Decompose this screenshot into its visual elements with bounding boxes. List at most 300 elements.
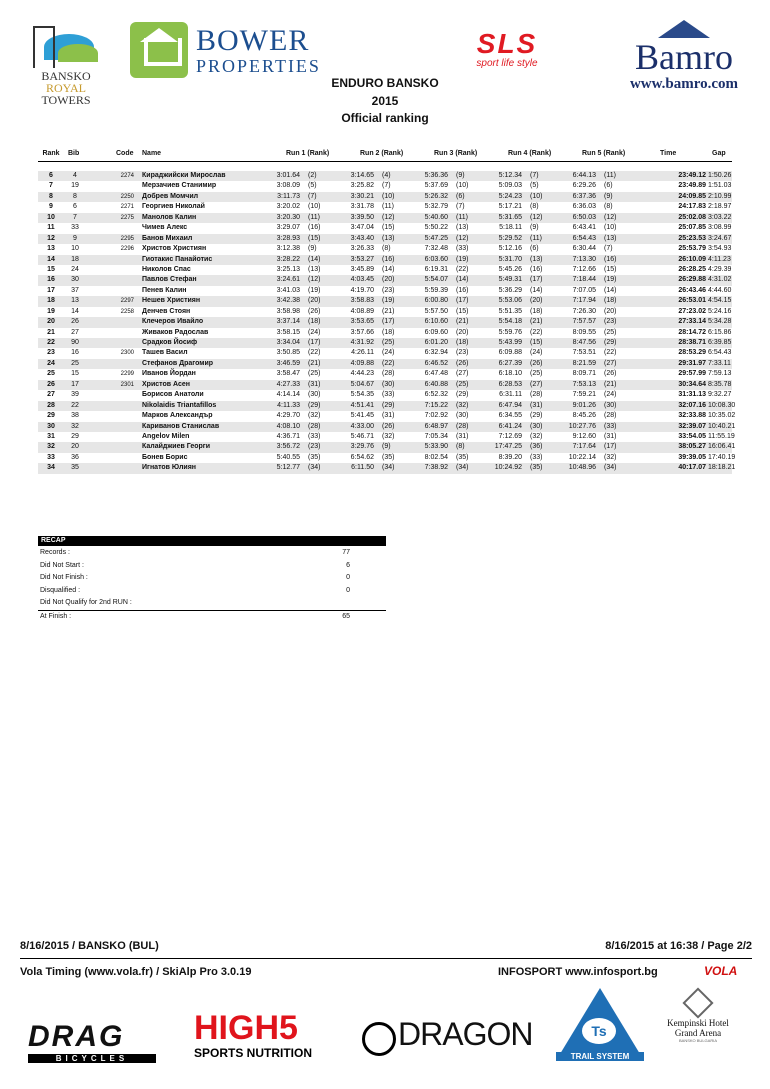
recap-value: 6 <box>346 561 350 569</box>
table-row <box>38 411 736 421</box>
run4-time-cell: 5:51.35 <box>498 307 522 315</box>
run5-time-cell: 9:12.60 <box>572 432 596 440</box>
recap-row <box>38 597 386 610</box>
table-row <box>38 317 732 327</box>
run1-rank-cell: (34) <box>308 464 321 472</box>
run4-time-cell: 6:09.88 <box>498 349 522 357</box>
kempinski-emblem-icon <box>682 987 713 1018</box>
recap-label: At Finish : <box>40 612 72 620</box>
time-cell: 25:02.08 <box>678 213 706 221</box>
rank-cell: 9 <box>49 203 53 211</box>
code-cell: 2300 <box>120 350 134 357</box>
recap-row <box>38 610 386 624</box>
run2-time-cell: 3:31.78 <box>350 203 374 211</box>
gap-cell: 10:40.21 <box>708 422 736 430</box>
time-cell: 24:09.85 <box>678 192 706 200</box>
run3-time-cell: 6:47.48 <box>424 370 448 378</box>
run1-time-cell: 4:27.33 <box>276 380 300 388</box>
dragon-logo <box>362 1010 542 1064</box>
time-cell: 28:14.72 <box>678 328 706 336</box>
recap-value: 0 <box>346 574 350 582</box>
run3-rank-cell: (30) <box>456 412 469 420</box>
rank-cell: 26 <box>47 380 55 388</box>
run1-rank-cell: (12) <box>308 276 321 284</box>
run3-time-cell: 6:40.88 <box>424 380 448 388</box>
gap-cell: 3:24.67 <box>708 234 732 242</box>
run5-time-cell: 6:43.41 <box>572 224 596 232</box>
footer-date-place: 8/16/2015 / BANSKO (BUL) <box>20 940 159 952</box>
rank-cell: 23 <box>47 349 55 357</box>
table-row <box>38 422 736 432</box>
run3-time-cell: 5:47.25 <box>424 234 448 242</box>
col-time: Time <box>660 150 677 157</box>
table-row <box>38 307 732 317</box>
run1-time-cell: 3:56.72 <box>276 443 300 451</box>
run1-rank-cell: (15) <box>308 234 321 242</box>
rank-cell: 19 <box>47 307 55 315</box>
run5-time-cell: 8:09.71 <box>572 370 596 378</box>
run1-rank-cell: (16) <box>308 224 321 232</box>
run4-rank-cell: (16) <box>530 265 543 273</box>
run3-time-cell: 5:33.90 <box>424 443 448 451</box>
run3-time-cell: 5:54.07 <box>424 276 448 284</box>
run1-rank-cell: (11) <box>308 213 320 221</box>
run5-rank-cell: (21) <box>604 380 617 388</box>
run2-rank-cell: (31) <box>382 412 395 420</box>
col-run4: Run 4 (Rank) <box>508 150 552 157</box>
run2-rank-cell: (34) <box>382 464 395 472</box>
bib-cell: 18 <box>71 255 79 263</box>
run1-time-cell: 3:20.02 <box>276 203 300 211</box>
run3-rank-cell: (15) <box>456 307 469 315</box>
run2-rank-cell: (17) <box>382 318 395 326</box>
run5-time-cell: 7:07.05 <box>572 286 596 294</box>
rank-cell: 14 <box>47 255 55 263</box>
logo-text: ROYAL <box>45 81 86 95</box>
run2-time-cell: 6:54.62 <box>350 453 374 461</box>
bib-cell: 10 <box>71 245 79 253</box>
gap-cell: 9:32.27 <box>708 391 732 399</box>
run3-time-cell: 7:15.22 <box>424 401 448 409</box>
run5-rank-cell: (7) <box>604 245 613 253</box>
logo-text: HIGH5 <box>194 1009 298 1047</box>
run3-rank-cell: (32) <box>456 401 469 409</box>
table-row <box>38 453 736 463</box>
bib-cell: 36 <box>71 453 79 461</box>
run2-rank-cell: (4) <box>382 172 391 179</box>
run5-rank-cell: (17) <box>604 443 617 451</box>
time-cell: 31:31.13 <box>678 391 706 399</box>
run4-rank-cell: (17) <box>530 276 543 284</box>
name-cell: Денчев Стоян <box>142 307 191 315</box>
time-cell: 24:17.83 <box>678 203 706 211</box>
run1-rank-cell: (28) <box>308 422 321 430</box>
run1-time-cell: 4:36.71 <box>276 432 300 440</box>
bib-cell: 29 <box>71 432 79 440</box>
time-cell: 23:49.89 <box>678 182 706 190</box>
run5-rank-cell: (23) <box>604 318 617 326</box>
run2-time-cell: 3:39.50 <box>350 213 374 221</box>
run5-rank-cell: (26) <box>604 370 617 378</box>
run3-rank-cell: (28) <box>456 422 469 430</box>
run1-rank-cell: (18) <box>308 318 321 326</box>
bib-cell: 15 <box>71 370 79 378</box>
run5-time-cell: 10:22.14 <box>568 453 596 461</box>
recap-label: Disqualified : <box>40 586 81 594</box>
run3-time-cell: 6:46.52 <box>424 359 448 367</box>
run4-time-cell: 6:34.55 <box>498 412 522 420</box>
run5-time-cell: 7:26.30 <box>572 307 596 315</box>
time-cell: 27:23.02 <box>678 307 706 315</box>
bib-cell: 38 <box>71 412 79 420</box>
run1-time-cell: 3:28.93 <box>276 234 300 242</box>
table-row <box>38 255 732 265</box>
col-bib: Bib <box>68 150 80 157</box>
bib-cell: 25 <box>71 359 79 367</box>
recap-label: Did Not Start : <box>40 561 84 569</box>
run2-rank-cell: (20) <box>382 276 395 284</box>
run3-time-cell: 6:00.80 <box>424 297 448 305</box>
run5-time-cell: 10:48.96 <box>568 464 596 472</box>
recap-row <box>38 572 386 585</box>
table-row <box>38 223 732 233</box>
bib-cell: 19 <box>71 182 79 190</box>
code-cell: 2301 <box>120 381 134 388</box>
run5-time-cell: 7:13.30 <box>572 255 596 263</box>
run2-time-cell: 5:46.71 <box>350 432 374 440</box>
table-row <box>38 181 732 191</box>
bib-cell: 13 <box>71 297 79 305</box>
code-cell: 2296 <box>120 246 134 253</box>
gap-cell: 17:40.19 <box>708 453 736 461</box>
run3-rank-cell: (7) <box>456 203 465 211</box>
run2-rank-cell: (21) <box>382 307 395 315</box>
run4-rank-cell: (6) <box>530 245 539 253</box>
run4-time-cell: 6:27.39 <box>498 359 522 367</box>
name-cell: Николов Спас <box>142 265 191 273</box>
logo-text: SLS <box>476 28 538 59</box>
run3-time-cell: 6:32.94 <box>424 349 448 357</box>
run1-rank-cell: (21) <box>308 359 321 367</box>
gap-cell: 5:34.28 <box>708 318 732 326</box>
name-cell: Клечеров Ивайло <box>142 318 204 326</box>
gap-cell: 3:03.22 <box>708 213 732 221</box>
recap-row <box>38 585 386 598</box>
name-cell: Манолов Калин <box>142 213 197 221</box>
code-cell: 2297 <box>120 298 134 305</box>
run4-time-cell: 5:45.26 <box>498 265 522 273</box>
code-cell: 2275 <box>120 214 134 221</box>
run5-rank-cell: (25) <box>604 328 617 336</box>
run3-rank-cell: (22) <box>456 265 469 273</box>
run5-rank-cell: (16) <box>604 255 617 263</box>
run2-time-cell: 4:51.41 <box>350 401 374 409</box>
run5-rank-cell: (30) <box>604 401 617 409</box>
run5-rank-cell: (29) <box>604 339 617 346</box>
run3-time-cell: 6:10.60 <box>424 318 448 326</box>
bib-cell: 39 <box>71 391 79 399</box>
run3-time-cell: 5:57.50 <box>424 307 448 315</box>
code-cell: 2271 <box>120 204 134 211</box>
gap-cell: 6:15.86 <box>708 328 732 336</box>
table-row <box>38 401 736 411</box>
table-row <box>38 286 732 296</box>
run3-time-cell: 8:02.54 <box>424 453 448 461</box>
bib-cell: 30 <box>71 276 79 284</box>
bib-cell: 33 <box>71 224 79 232</box>
run4-rank-cell: (24) <box>530 349 543 357</box>
rank-cell: 13 <box>47 245 55 253</box>
run4-time-cell: 5:12.34 <box>498 172 522 179</box>
name-cell: Кариванов Станислав <box>142 422 220 430</box>
run3-rank-cell: (12) <box>456 234 469 242</box>
dragon-emblem-icon <box>362 1022 396 1056</box>
rank-cell: 27 <box>47 391 55 399</box>
run3-rank-cell: (35) <box>456 453 469 461</box>
run4-rank-cell: (13) <box>530 255 543 263</box>
run2-rank-cell: (9) <box>382 443 391 451</box>
name-cell: Борисов Анатоли <box>142 391 204 399</box>
run4-time-cell: 5:59.76 <box>498 328 522 336</box>
footer-divider <box>20 958 752 959</box>
run1-time-cell: 3:50.85 <box>276 349 300 357</box>
run3-rank-cell: (11) <box>456 213 468 221</box>
run5-time-cell: 7:53.51 <box>572 349 596 357</box>
run4-rank-cell: (5) <box>530 182 539 190</box>
vola-logo: VOLA <box>704 964 738 978</box>
run2-rank-cell: (32) <box>382 432 395 440</box>
run2-time-cell: 4:09.88 <box>350 359 374 367</box>
run4-rank-cell: (9) <box>530 224 539 232</box>
run5-time-cell: 7:17.64 <box>572 443 596 451</box>
run1-rank-cell: (13) <box>308 265 321 273</box>
run3-rank-cell: (14) <box>456 276 469 284</box>
run1-rank-cell: (9) <box>308 245 317 253</box>
logo-text: PROPERTIES <box>196 56 321 76</box>
run3-time-cell: 6:03.60 <box>424 255 448 263</box>
time-cell: 26:10.09 <box>678 255 706 263</box>
run3-rank-cell: (6) <box>456 192 465 200</box>
run3-rank-cell: (26) <box>456 359 469 367</box>
run1-rank-cell: (23) <box>308 443 321 451</box>
run1-time-cell: 4:08.10 <box>276 422 300 430</box>
recap-value: 65 <box>342 612 350 620</box>
table-row <box>38 213 732 223</box>
run1-rank-cell: (7) <box>308 192 317 200</box>
recap-value: 77 <box>342 549 350 556</box>
run4-time-cell: 5:09.03 <box>498 182 522 190</box>
rank-cell: 8 <box>49 192 53 200</box>
run4-rank-cell: (29) <box>530 412 543 420</box>
name-cell: Гиотакис Панайотис <box>142 255 213 263</box>
rank-cell: 21 <box>47 328 55 336</box>
rank-cell: 15 <box>47 265 55 273</box>
recap-row <box>38 560 386 573</box>
run1-time-cell: 3:01.64 <box>276 172 300 179</box>
bib-cell: 17 <box>71 380 79 388</box>
run4-rank-cell: (25) <box>530 370 543 378</box>
run5-rank-cell: (14) <box>604 286 617 294</box>
run2-rank-cell: (25) <box>382 339 395 346</box>
run2-rank-cell: (18) <box>382 328 395 336</box>
run2-time-cell: 4:44.23 <box>350 370 374 378</box>
run3-rank-cell: (9) <box>456 172 465 179</box>
run4-rank-cell: (18) <box>530 307 543 315</box>
time-cell: 32:39.07 <box>678 422 706 430</box>
rank-cell: 7 <box>49 182 53 190</box>
run3-time-cell: 7:05.34 <box>424 432 448 440</box>
table-row <box>38 296 732 306</box>
run3-time-cell: 6:52.32 <box>424 391 448 399</box>
run5-rank-cell: (27) <box>604 359 617 367</box>
run4-time-cell: 10:24.92 <box>494 464 522 472</box>
name-cell: Срадков Йосиф <box>142 339 198 346</box>
run1-rank-cell: (14) <box>308 255 321 263</box>
run5-time-cell: 7:57.57 <box>572 318 596 326</box>
run1-time-cell: 5:12.77 <box>276 464 300 472</box>
run5-time-cell: 6:50.03 <box>572 213 596 221</box>
run4-rank-cell: (32) <box>530 432 543 440</box>
gap-cell: 10:08.30 <box>708 401 736 409</box>
run2-time-cell: 3:14.65 <box>350 172 374 179</box>
bib-cell: 90 <box>71 339 79 346</box>
run3-rank-cell: (27) <box>456 370 469 378</box>
name-cell: Живаков Радослав <box>142 328 209 336</box>
run3-rank-cell: (23) <box>456 349 469 357</box>
run5-time-cell: 6:54.43 <box>572 234 596 242</box>
run2-time-cell: 3:53.27 <box>350 255 374 263</box>
bib-cell: 4 <box>73 172 77 179</box>
name-cell: Марков Александър <box>142 412 213 420</box>
name-cell: Nikolaidis Triantafillos <box>142 401 217 409</box>
name-cell: Бонев Борис <box>142 453 188 461</box>
run5-time-cell: 9:01.26 <box>572 401 596 409</box>
gap-cell: 3:54.93 <box>708 245 732 253</box>
run4-rank-cell: (12) <box>530 213 543 221</box>
table-row <box>38 463 736 473</box>
run5-time-cell: 6:44.13 <box>572 172 596 179</box>
run4-rank-cell: (36) <box>530 443 543 451</box>
run1-rank-cell: (22) <box>308 349 321 357</box>
run4-time-cell: 5:43.99 <box>498 339 522 346</box>
table-row <box>38 202 732 212</box>
name-cell: Ташев Васил <box>142 349 188 357</box>
run1-rank-cell: (25) <box>308 370 321 378</box>
run2-time-cell: 5:04.67 <box>350 380 374 388</box>
drag-bicycles-logo <box>28 1010 162 1064</box>
name-cell: Стефанов Драгомир <box>142 359 214 367</box>
run1-time-cell: 3:41.03 <box>276 286 300 294</box>
bib-cell: 35 <box>71 464 79 472</box>
col-run2: Run 2 (Rank) <box>360 150 404 157</box>
time-cell: 27:33.14 <box>678 318 706 326</box>
run2-rank-cell: (10) <box>382 192 395 200</box>
code-cell: 2299 <box>120 371 134 378</box>
name-cell: Пенев Калин <box>142 286 187 294</box>
run2-time-cell: 3:58.83 <box>350 297 374 305</box>
event-title: ENDURO BANSKO <box>331 76 439 90</box>
run5-time-cell: 8:21.59 <box>572 359 596 367</box>
gap-cell: 7:33.11 <box>708 359 731 367</box>
run1-time-cell: 5:40.55 <box>276 453 300 461</box>
run1-time-cell: 3:58.47 <box>276 370 300 378</box>
run3-rank-cell: (19) <box>456 255 469 263</box>
run2-rank-cell: (19) <box>382 297 395 305</box>
rank-cell: 16 <box>47 276 55 284</box>
run2-rank-cell: (35) <box>382 453 395 461</box>
run5-rank-cell: (8) <box>604 203 613 211</box>
run3-time-cell: 5:50.22 <box>424 224 448 232</box>
run4-time-cell: 5:17.21 <box>498 203 522 211</box>
run2-rank-cell: (33) <box>382 391 395 399</box>
table-row <box>38 359 732 369</box>
run5-rank-cell: (10) <box>604 224 617 232</box>
run3-time-cell: 5:59.39 <box>424 286 448 294</box>
run3-rank-cell: (34) <box>456 464 469 472</box>
logo-text: SPORTS NUTRITION <box>194 1046 313 1060</box>
run1-rank-cell: (2) <box>308 172 317 179</box>
run1-time-cell: 3:24.61 <box>276 276 300 284</box>
run4-rank-cell: (10) <box>530 192 543 200</box>
bib-cell: 7 <box>73 213 77 221</box>
gap-cell: 5:24.16 <box>708 307 732 315</box>
run3-time-cell: 5:26.32 <box>424 192 448 200</box>
gap-cell: 3:08.99 <box>708 224 732 232</box>
run2-time-cell: 4:31.92 <box>350 339 374 346</box>
run4-time-cell: 5:54.18 <box>498 318 522 326</box>
run2-time-cell: 3:47.04 <box>350 224 374 232</box>
rank-cell: 30 <box>47 422 55 430</box>
rank-cell: 22 <box>47 339 55 346</box>
run3-rank-cell: (8) <box>456 443 465 451</box>
table-row <box>38 244 732 254</box>
run2-rank-cell: (16) <box>382 255 395 263</box>
time-cell: 32:07.16 <box>678 401 706 409</box>
name-cell: Мерзачиев Станимир <box>142 182 217 190</box>
run1-rank-cell: (29) <box>308 401 321 409</box>
run4-time-cell: 5:31.65 <box>498 213 522 221</box>
logo-text: Bamro <box>635 37 733 77</box>
rank-cell: 20 <box>47 318 55 326</box>
rank-cell: 11 <box>47 224 55 232</box>
bib-cell: 14 <box>71 307 79 315</box>
bib-cell: 27 <box>71 328 79 336</box>
run2-rank-cell: (13) <box>382 234 395 242</box>
gap-cell: 4:29.39 <box>708 265 732 273</box>
run1-rank-cell: (20) <box>308 297 321 305</box>
gap-cell: 16:06.41 <box>708 443 736 451</box>
run4-rank-cell: (14) <box>530 286 543 294</box>
run2-rank-cell: (15) <box>382 224 395 232</box>
col-gap: Gap <box>712 150 726 157</box>
gap-cell: 4:11.23 <box>708 255 731 263</box>
gap-cell: 4:54.15 <box>708 297 732 305</box>
run1-rank-cell: (5) <box>308 182 317 190</box>
run2-rank-cell: (7) <box>382 182 391 190</box>
recap-table <box>38 547 386 624</box>
run5-rank-cell: (24) <box>604 391 617 399</box>
bower-properties-logo <box>130 22 326 84</box>
run2-rank-cell: (11) <box>382 203 394 211</box>
gap-cell: 4:31.02 <box>708 276 732 284</box>
run1-time-cell: 4:14.14 <box>276 391 300 399</box>
gap-cell: 6:39.85 <box>708 339 732 346</box>
recap-label: Did Not Qualify for 2nd RUN : <box>40 599 132 607</box>
table-row <box>38 390 732 400</box>
run2-rank-cell: (8) <box>382 245 391 253</box>
run1-rank-cell: (19) <box>308 286 321 294</box>
run4-rank-cell: (33) <box>530 453 543 461</box>
